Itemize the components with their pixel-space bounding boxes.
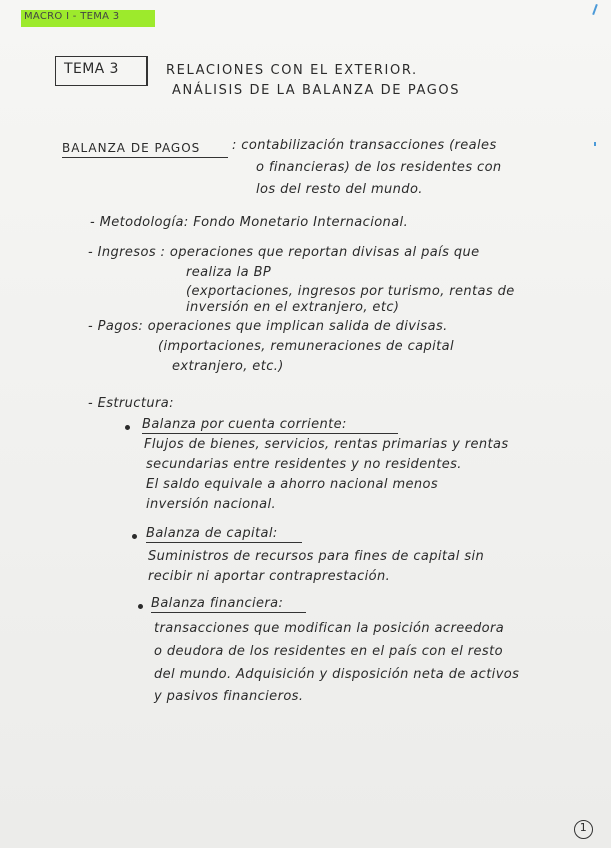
course-tag: MACRO I - TEMA 3 bbox=[24, 11, 120, 22]
title-line-1: RELACIONES CON EL EXTERIOR. bbox=[166, 63, 418, 78]
pagos-line-3: extranjero, etc.) bbox=[172, 359, 284, 374]
tema-label: TEMA 3 bbox=[64, 61, 119, 77]
section-3-line-1: transacciones que modifican la posición acreedora bbox=[154, 621, 505, 636]
estructura-line: - Estructura: bbox=[88, 396, 174, 411]
blue-pen-mark bbox=[592, 4, 598, 15]
metodologia-line: - Metodología: Fondo Monetario Internacional. bbox=[90, 215, 409, 230]
balanza-underline bbox=[62, 157, 228, 158]
ingresos-line-1: - Ingresos : operaciones que reportan divisas al país que bbox=[88, 245, 480, 260]
ingresos-line-3: (exportaciones, ingresos por turismo, rentas de bbox=[186, 284, 515, 299]
bullet-dot bbox=[125, 425, 130, 430]
page-number: 1 bbox=[579, 821, 588, 834]
section-3-heading: Balanza financiera: bbox=[151, 596, 284, 611]
balanza-def-1: : contabilización transacciones (reales bbox=[232, 138, 497, 153]
section-2-line-2: recibir ni aportar contraprestación. bbox=[148, 569, 391, 584]
section-3-underline bbox=[151, 612, 306, 613]
balanza-def-2: o financieras) de los residentes con bbox=[256, 160, 502, 175]
section-1-line-4: inversión nacional. bbox=[146, 497, 277, 512]
section-1-heading: Balanza por cuenta corriente: bbox=[142, 417, 347, 432]
section-1-line-3: El saldo equivale a ahorro nacional menos bbox=[146, 477, 439, 492]
section-1-underline bbox=[142, 433, 398, 434]
section-2-underline bbox=[146, 542, 302, 543]
bullet-dot bbox=[132, 534, 137, 539]
section-3-line-3: del mundo. Adquisición y disposición neta de activos bbox=[154, 667, 520, 682]
ingresos-line-4: inversión en el extranjero, etc) bbox=[186, 300, 400, 315]
blue-pen-dot bbox=[594, 142, 596, 146]
ingresos-line-2: realiza la BP bbox=[186, 265, 272, 280]
section-1-line-2: secundarias entre residentes y no residentes. bbox=[146, 457, 462, 472]
balanza-heading: BALANZA DE PAGOS bbox=[62, 141, 201, 155]
pagos-line-2: (importaciones, remuneraciones de capital bbox=[158, 339, 455, 354]
section-2-line-1: Suministros de recursos para fines de capital sin bbox=[148, 549, 485, 564]
pagos-line-1: - Pagos: operaciones que implican salida de divisas. bbox=[88, 319, 448, 334]
balanza-def-3: los del resto del mundo. bbox=[256, 182, 423, 197]
section-1-line-1: Flujos de bienes, servicios, rentas primarias y rentas bbox=[144, 437, 509, 452]
section-2-heading: Balanza de capital: bbox=[146, 526, 278, 541]
section-3-line-2: o deudora de los residentes en el país con el resto bbox=[154, 644, 503, 659]
section-3-line-4: y pasivos financieros. bbox=[154, 689, 304, 704]
bullet-dot bbox=[138, 604, 143, 609]
title-line-2: ANÁLISIS DE LA BALANZA DE PAGOS bbox=[172, 83, 461, 98]
